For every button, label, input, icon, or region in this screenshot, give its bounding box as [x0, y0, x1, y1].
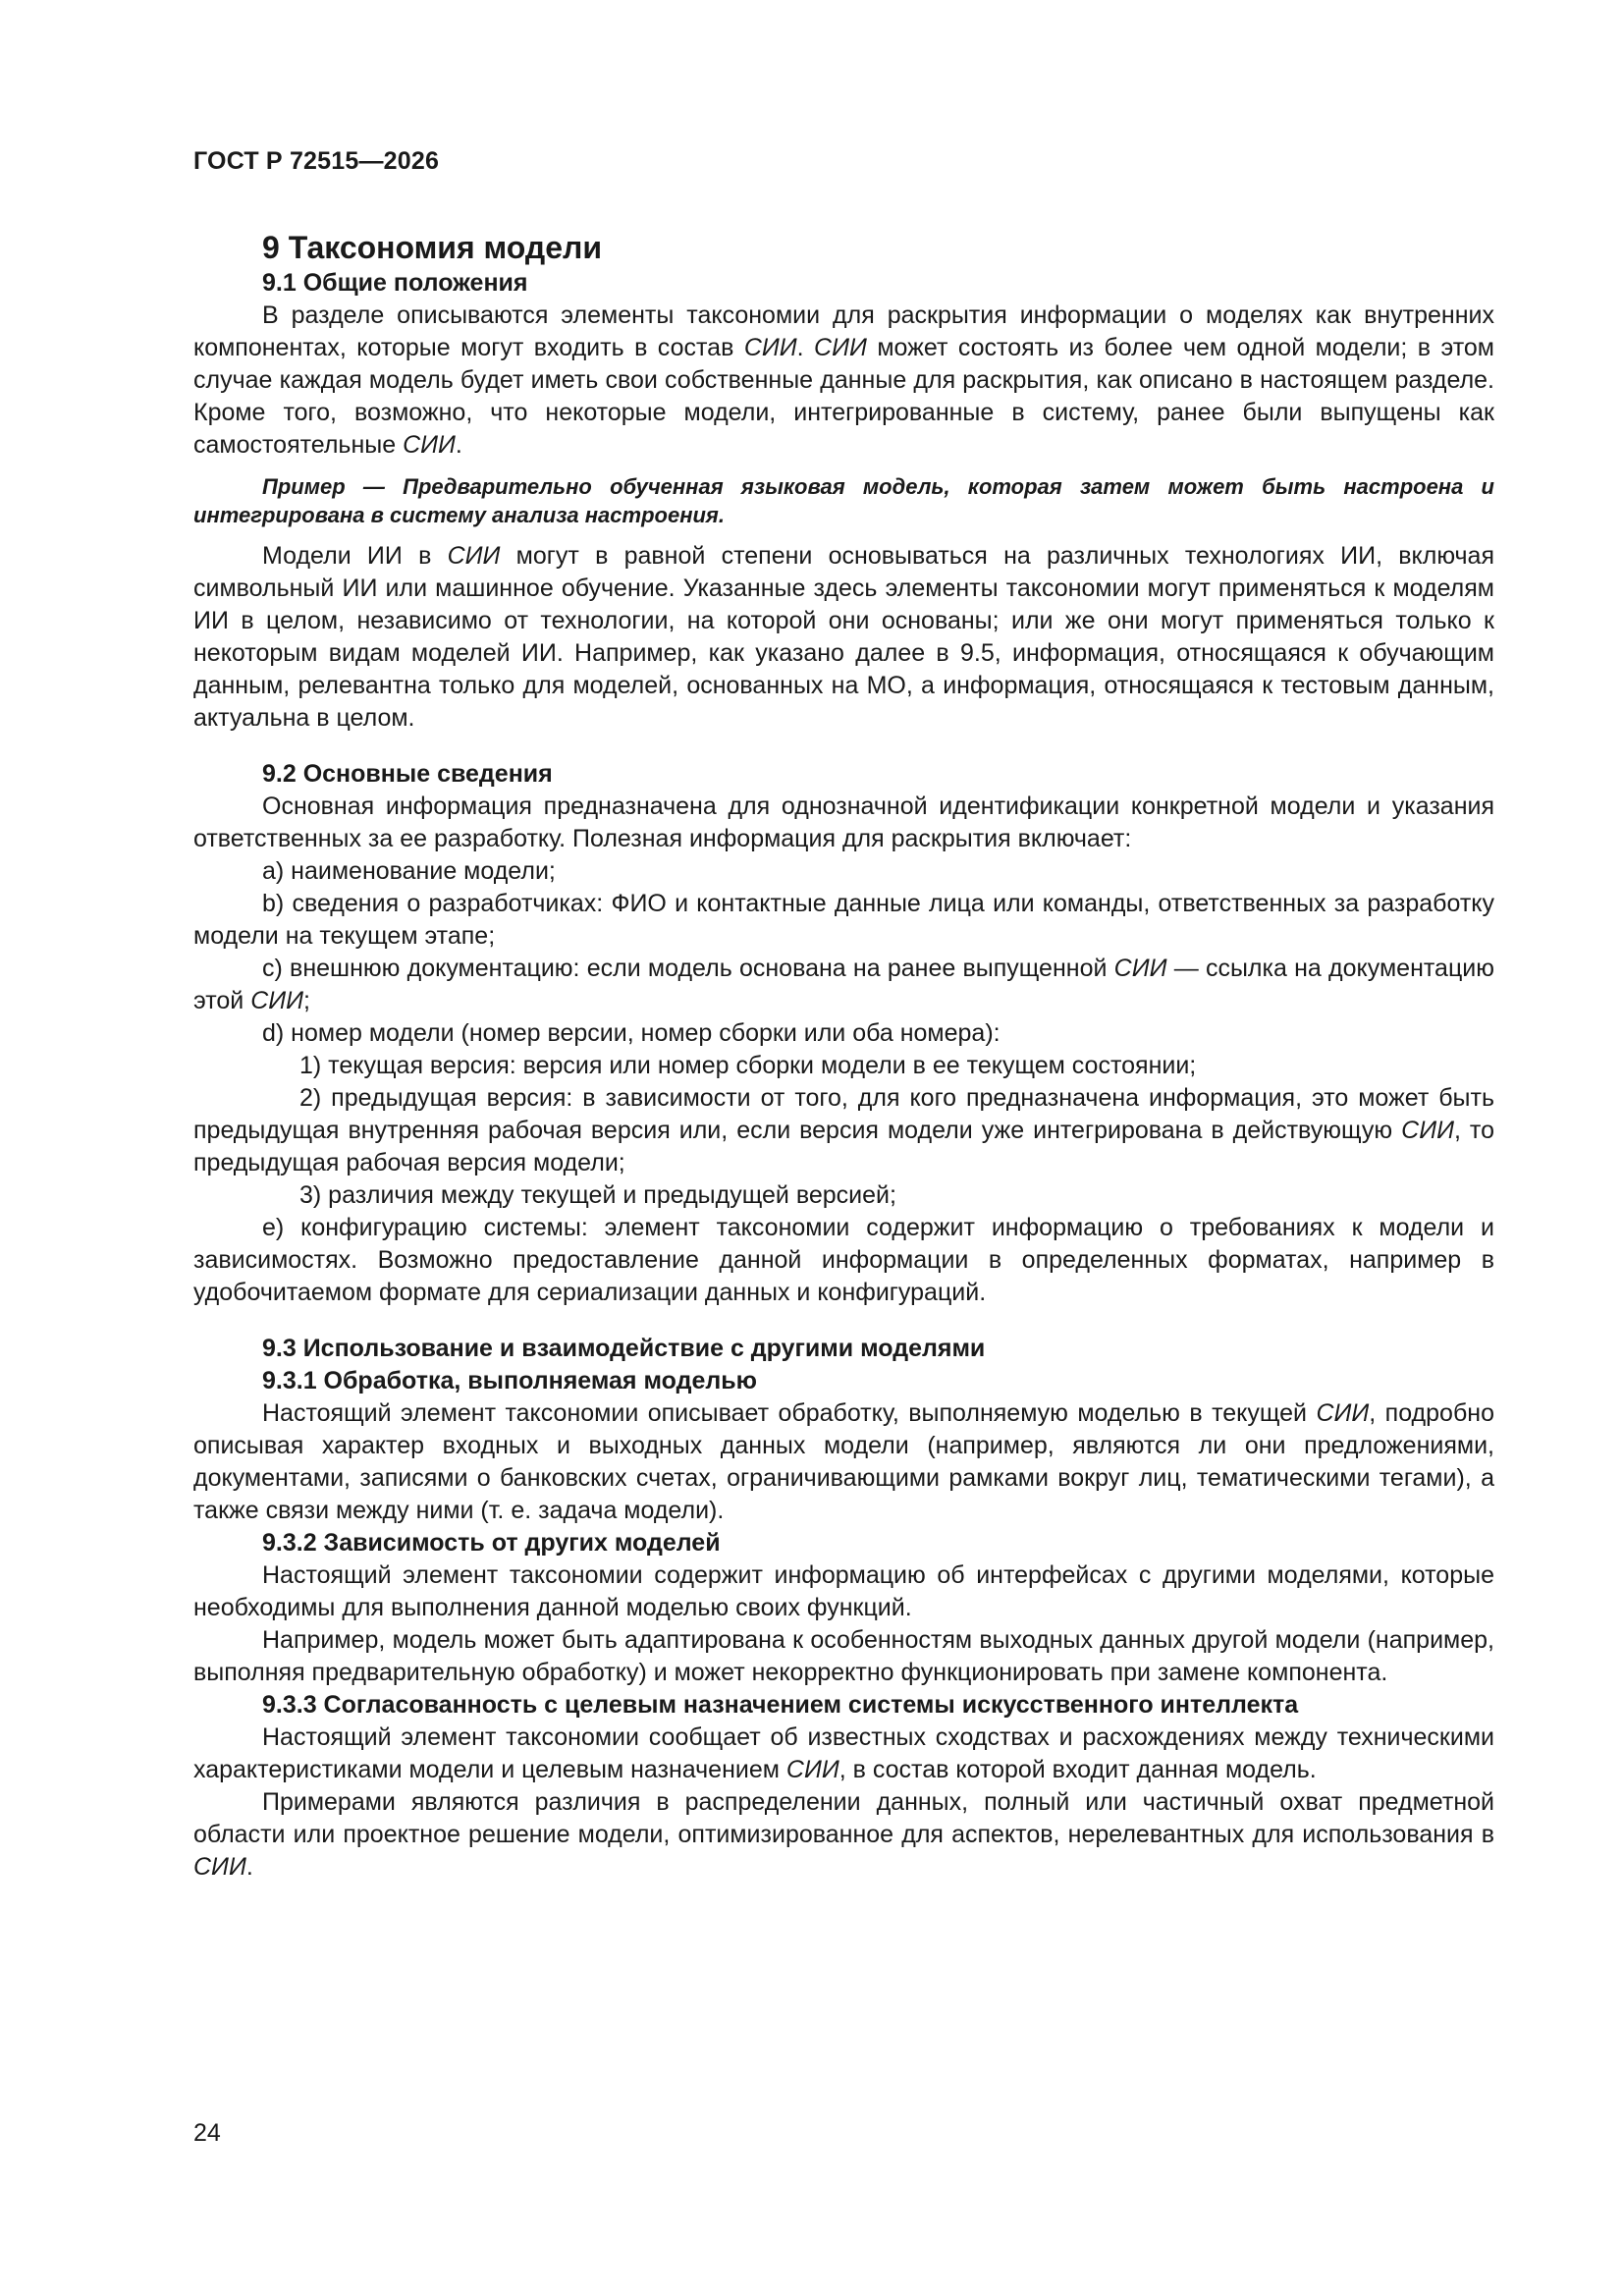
list-item-b: b) сведения о разработчиках: ФИО и контактные данные лица или команды, ответственных за разработку модели на текущем этапе;	[193, 890, 1494, 950]
section-9-1-paragraph-2: Модели ИИ в СИИ могут в равной степени основываться на различных технологиях ИИ, включая символьный ИИ или машинное обучение. Указанные здесь элементы таксономии могут применяться к моделям ИИ в целом, независимо от технологии, на которой они основаны; или же они могут применяться только к некоторым видам моделей ИИ. Например, как указано далее в 9.5, информация, относящаяся к обучающим данным, релевантна только для моделей, основанных на МО, а информация, относящаяся к тестовым данным, актуальна в целом.	[193, 542, 1494, 732]
section-9-1-heading: 9.1 Общие положения	[262, 269, 528, 297]
list-item-d: d) номер модели (номер версии, номер сборки или оба номера):	[262, 1019, 1001, 1047]
document-code-header: ГОСТ Р 72515—2026	[193, 147, 440, 175]
section-9-3-1-paragraph: Настоящий элемент таксономии описывает обработку, выполняемую моделью в текущей СИИ, подробно описывая характер входных и выходных данных модели (например, являются ли они предложениями, документами, записями о банковских счетах, ограничивающими рамками вокруг лиц, тематическими тегами), а также связи между ними (т. е. задача модели).	[193, 1399, 1494, 1524]
list-item-a: а) наименование модели;	[262, 857, 556, 885]
section-9-2-intro: Основная информация предназначена для однозначной идентификации конкретной модели и указания ответственных за ее разработку. Полезная информация для раскрытия включает:	[193, 793, 1494, 852]
list-item-e: е) конфигурацию системы: элемент таксономии содержит информацию о требованиях к модели и зависимостях. Возможно предоставление данной информации в определенных форматах, например в удобочитаемом формате для сериализации данных и конфигураций.	[193, 1214, 1494, 1306]
example-note: Пример — Предварительно обученная языковая модель, которая затем может быть настроена и интегрирована в систему анализа настроения.	[193, 474, 1494, 527]
section-9-3-2-paragraph-2: Например, модель может быть адаптирована к особенностям выходных данных другой модели (например, выполняя предварительную обработку) и может некорректно функционировать при замене компонента.	[193, 1626, 1494, 1686]
section-9-3-3-paragraph-1: Настоящий элемент таксономии сообщает об известных сходствах и расхождениях между техническими характеристиками модели и целевым назначением СИИ, в состав которой входит данная модель.	[193, 1723, 1494, 1783]
list-item-d3: 3) различия между текущей и предыдущей версией;	[299, 1181, 896, 1209]
section-9-2-heading: 9.2 Основные сведения	[262, 760, 553, 788]
page-content	[193, 228, 1494, 1884]
page-number: 24	[193, 2119, 221, 2147]
list-item-c: с) внешнюю документацию: если модель основана на ранее выпущенной СИИ — ссылка на документацию этой СИИ;	[193, 955, 1494, 1014]
section-9-3-2-paragraph-1: Настоящий элемент таксономии содержит информацию об интерфейсах с другими моделями, которые необходимы для выполнения данной моделью своих функций.	[193, 1561, 1494, 1621]
section-9-heading: 9 Таксономия модели	[262, 230, 603, 265]
section-9-3-3-paragraph-2: Примерами являются различия в распределении данных, полный или частичный охват предметной области или проектное решение модели, оптимизированное для аспектов, нерелевантных для использования в СИИ.	[193, 1788, 1494, 1881]
section-9-1-paragraph-1: В разделе описываются элементы таксономии для раскрытия информации о моделях как внутренних компонентах, которые могут входить в состав СИИ. СИИ может состоять из более чем одной модели; в этом случае каждая модель будет иметь свои собственные данные для раскрытия, как описано в настоящем разделе. Кроме того, возможно, что некоторые модели, интегрированные в систему, ранее были выпущены как самостоятельные СИИ.	[193, 301, 1494, 459]
section-9-3-1-heading: 9.3.1 Обработка, выполняемая моделью	[262, 1367, 757, 1394]
list-item-d1: 1) текущая версия: версия или номер сборки модели в ее текущем состоянии;	[299, 1052, 1197, 1079]
section-9-3-2-heading: 9.3.2 Зависимость от других моделей	[262, 1529, 721, 1557]
section-9-3-heading: 9.3 Использование и взаимодействие с другими моделями	[262, 1335, 986, 1362]
section-9-3-3-heading: 9.3.3 Согласованность с целевым назначением системы искусственного интеллекта	[262, 1691, 1299, 1719]
list-item-d2: 2) предыдущая версия: в зависимости от того, для кого предназначена информация, это может быть предыдущая внутренняя рабочая версия или, если версия модели уже интегрирована в действующую СИИ, то предыдущая рабочая версия модели;	[193, 1084, 1494, 1176]
